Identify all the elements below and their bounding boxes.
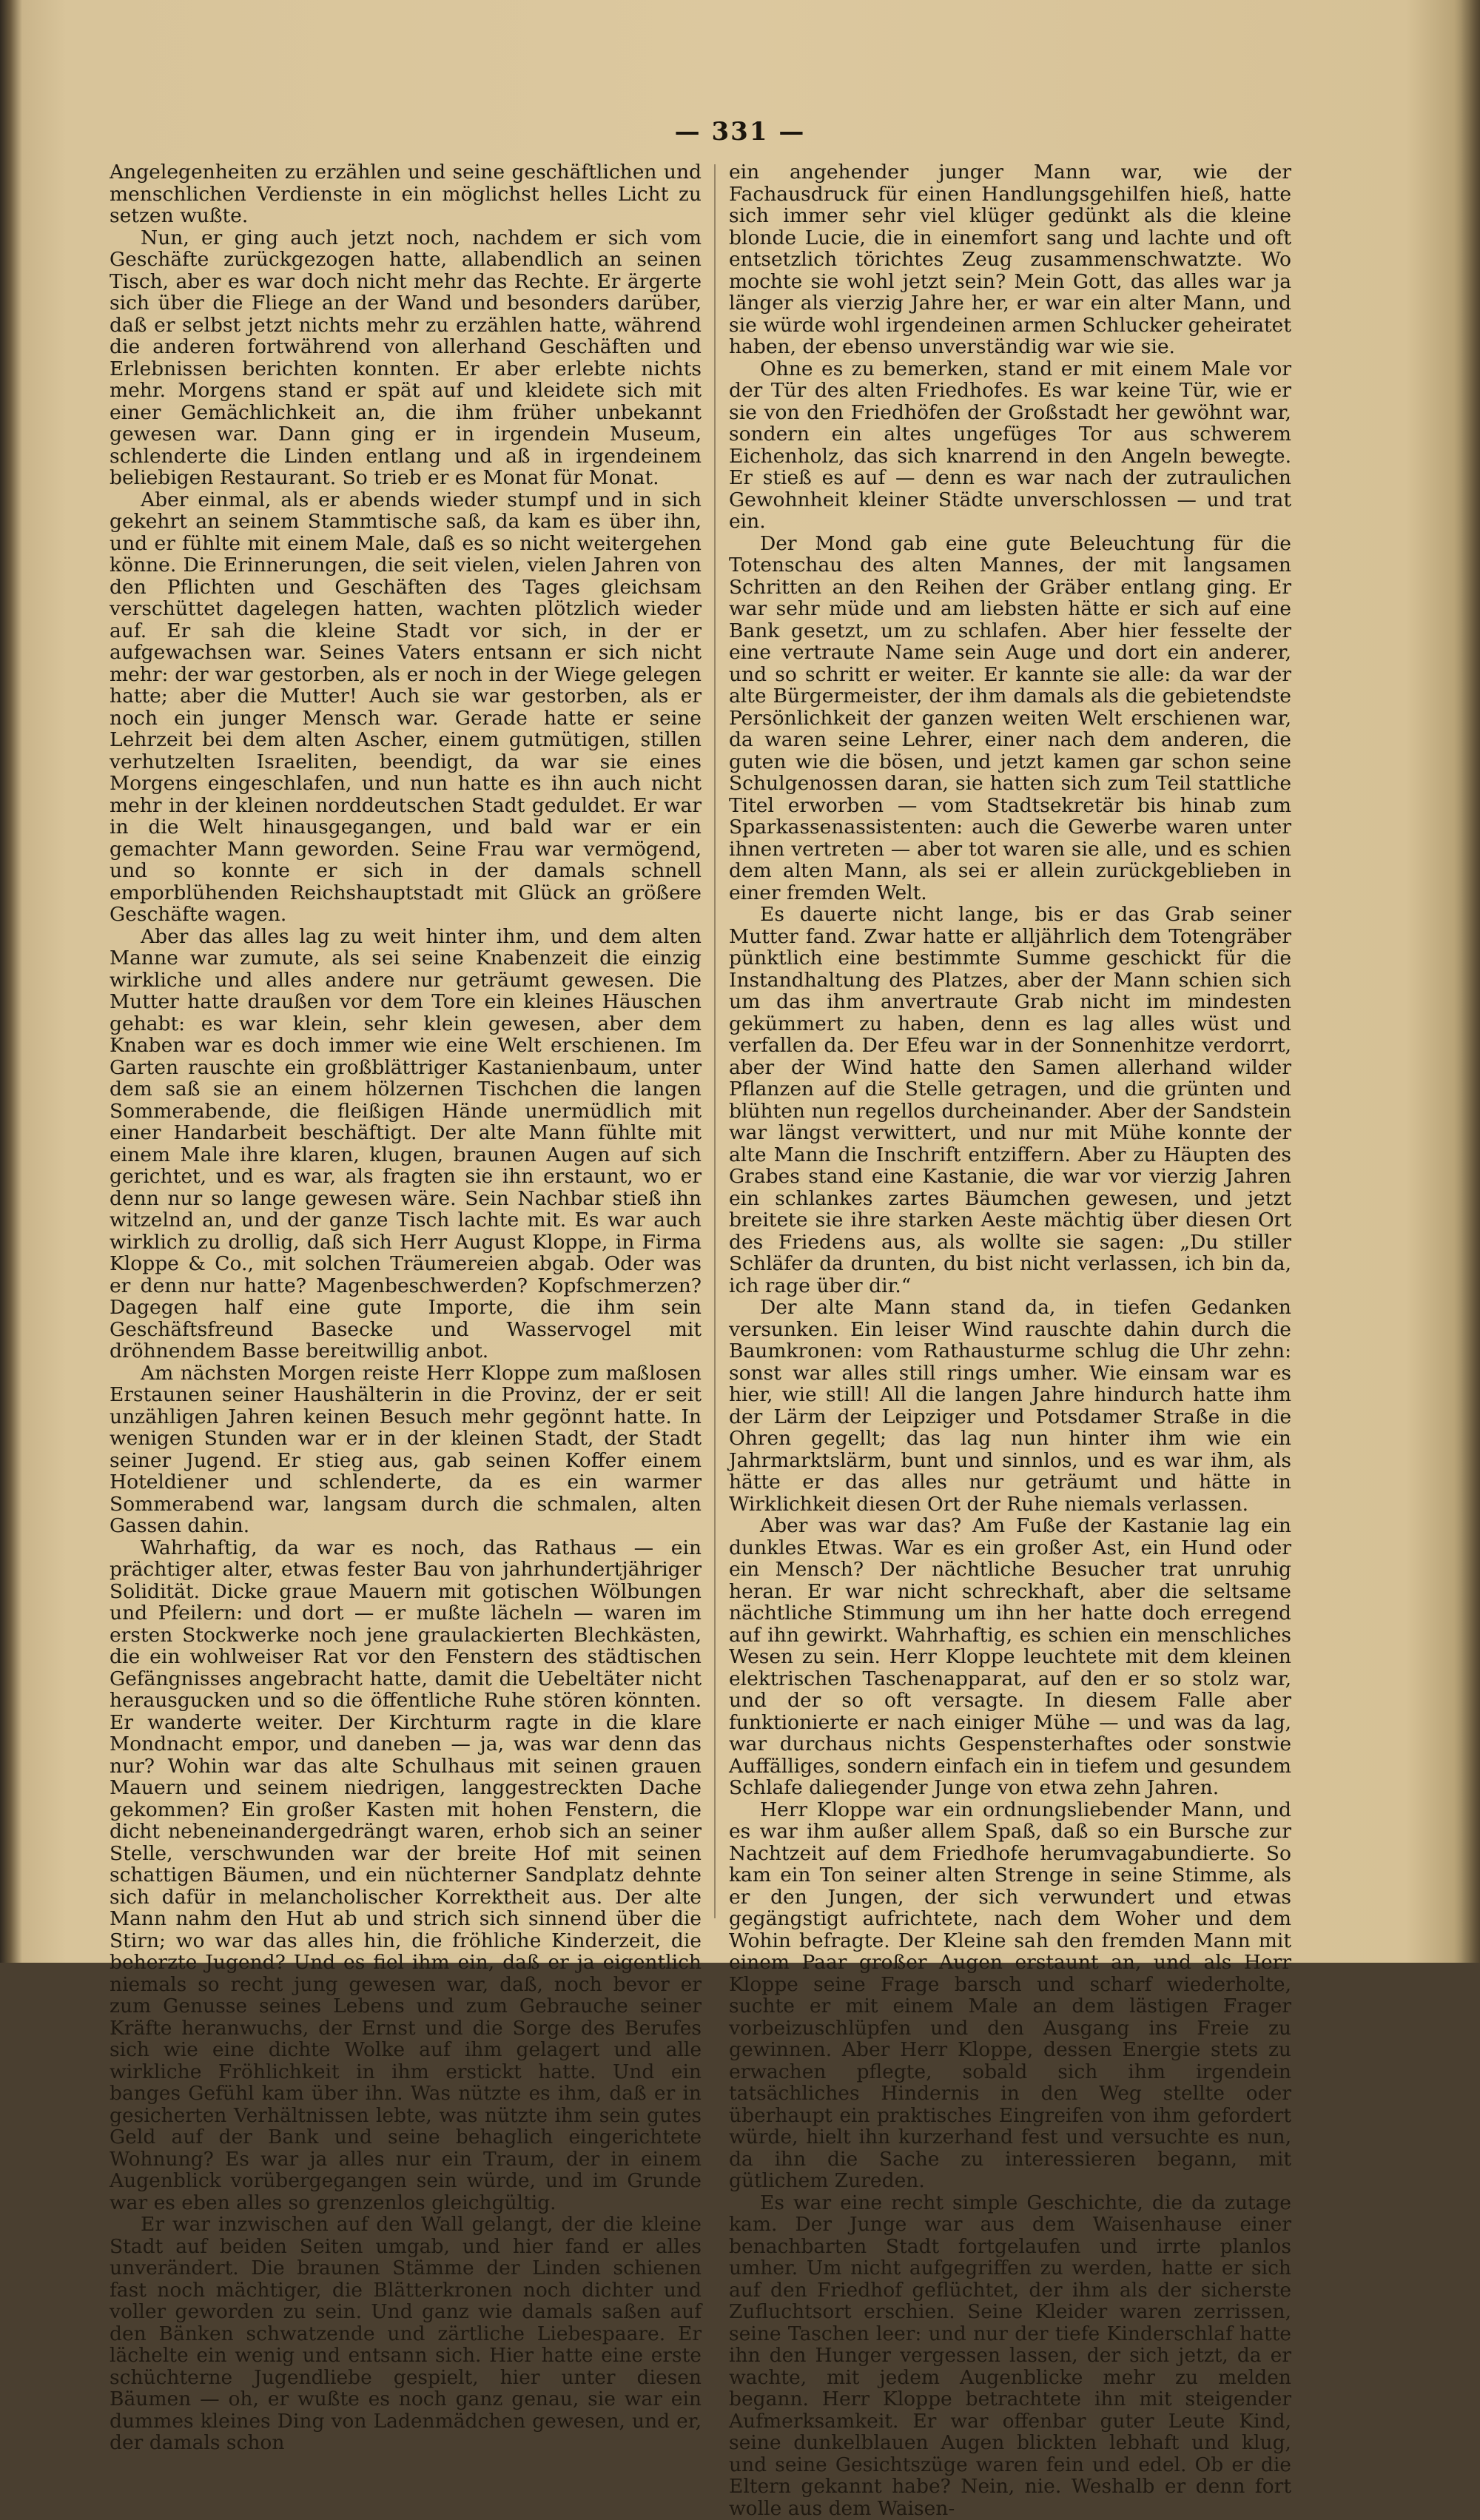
paragraph: Ohne es zu bemerken, stand er mit einem Male vor der Tür des alten Friedhofes. Es war keine Tür, wie er sie von den Friedhöfen der Großstadt her gewöhnt war, sondern ein altes ungefüges Tor aus schwerem Eichenholz, das sich knarrend in den Angeln bewegte. Er stieß es auf — denn es war nach der zutraulichen Gewohnheit kleiner Städte unverschlossen — und trat ein. [729,357,1291,533]
paragraph: Nun, er ging auch jetzt noch, nachdem er sich vom Geschäfte zurückgezogen hatte, allabendlich an seinen Tisch, aber es war doch nicht mehr das Rechte. Er ärgerte sich über die Fliege an der Wand und besonders darüber, daß er selbst jetzt nichts mehr zu erzählen hatte, während die anderen fortwährend von allerhand Geschäften und Erlebnissen berichten konnten. Er aber erlebte nichts mehr. Morgens stand er spät auf und kleidete sich mit einer Gemächlichkeit an, die ihm früher unbekannt gewesen war. Dann ging er in irgendein Museum, schlenderte die Linden entlang und aß in irgendeinem beliebigen Restaurant. So trieb er es Monat für Monat. [110,226,702,489]
paragraph: Wahrhaftig, da war es noch, das Rathaus — ein prächtiger alter, etwas fester Bau von jahrhundertjähriger Solidität. Dicke graue Mauern mit gotischen Wölbungen und Pfeilern: und dort — er mußte lächeln — waren im ersten Stockwerke noch jene graulackierten Blechkästen, die ein wohlweiser Rat vor den Fenstern des städtischen Gefängnisses angebracht hatte, damit die Uebeltäter nicht herausgucken und so die öffentliche Ruhe stören könnten. Er wanderte weiter. Der Kirchturm ragte in die klare Mondnacht empor, und daneben — ja, was war denn das nur? Wohin war das alte Schulhaus mit seinen grauen Mauern und seinem niedrigen, langgestreckten Dache gekommen? Ein großer Kasten mit hohen Fenstern, die dicht nebeneinandergedrängt waren, erhob sich an seiner Stelle, verschwunden war der breite Hof mit seinen schattigen Bäumen, und ein nüchterner Sandplatz dehnte sich dafür in melancholischer Korrektheit aus. Der alte Mann nahm den Hut ab und strich sich sinnend über die Stirn; wo war das alles hin, die fröhliche Kinderzeit, die beherzte Jugend? Und es fiel ihm ein, daß er ja eigentlich niemals so recht jung gewesen war, daß, noch bevor er zum Genusse seines Lebens und zum Gebrauche seiner Kräfte heranwuchs, der Ernst und die Sorge des Berufes sich wie eine dichte Wolke auf ihm gelagert und alle wirkliche Fröhlichkeit in ihm erstickt hatte. Und ein banges Gefühl kam über ihn. Was nützte es ihm, daß er in gesicherten Verhältnissen lebte, was nützte ihm sein gutes Geld auf der Bank und seine behaglich eingerichtete Wohnung? Es war ja alles nur ein Traum, der in einem Augenblick vorübergegangen sein würde, und im Grunde war es eben alles so grenzenlos gleichgültig. [110,1536,702,2214]
paragraph: ein angehender junger Mann war, wie der Fachausdruck für einen Handlungsgehilfen hieß, hatte sich immer sehr viel klüger gedünkt als die kleine blonde Lucie, die in einemfort sang und lachte und oft entsetzlich törichtes Zeug zusammenschwatzte. Wo mochte sie wohl jetzt sein? Mein Gott, das alles war ja länger als vierzig Jahre her, er war ein alter Mann, und sie würde wohl irgendeinen armen Schlucker geheiratet haben, der ebenso unverständig war wie sie. [729,161,1291,358]
paragraph: Der Mond gab eine gute Beleuchtung für die Totenschau des alten Mannes, der mit langsamen Schritten an den Reihen der Gräber entlang ging. Er war sehr müde und am liebsten hätte er sich auf eine Bank gesetzt, um zu schlafen. Aber hier fesselte der eine vertraute Name sein Auge und dort ein anderer, und so schritt er weiter. Er kannte sie alle: da war der alte Bürgermeister, der ihm damals als die gebietendste Persönlichkeit der ganzen weiten Welt erschienen war, da waren seine Lehrer, einer nach dem anderen, die guten wie die bösen, und jetzt kamen gar schon seine Schulgenossen daran, sie hatten sich zum Teil stattliche Titel erworben — vom Stadtsekretär bis hinab zum Sparkassenassistenten: auch die Gewerbe waren unter ihnen vertreten — aber tot waren sie alle, und es schien dem alten Mann, als sei er allein zurückgeblieben in einer fremden Welt. [729,531,1291,904]
paragraph: Er war inzwischen auf den Wall gelangt, der die kleine Stadt auf beiden Seiten umgab, und hier fand er alles unverändert. Die braunen Stämme der Linden schienen fast noch mächtiger, die Blätterkronen noch dichter und voller geworden zu sein. Und ganz wie damals saßen auf den Bänken schwatzende und zärtliche Liebespaare. Er lächelte ein wenig und entsann sich. Hier hatte eine erste schüchterne Jugendliebe gespielt, hier unter diesen Bäumen — oh, er wußte es noch ganz genau, sie war ein dummes kleines Ding von Ladenmädchen gewesen, und er, der damals schon [110,2213,702,2454]
paragraph: Der alte Mann stand da, in tiefen Gedanken versunken. Ein leiser Wind rauschte dahin durch die Baumkronen: vom Rathausturme schlug die Uhr zehn: sonst war alles still rings umher. Wie einsam war es hier, wie still! All die langen Jahre hindurch hatte ihm der Lärm der Leipziger und Potsdamer Straße in die Ohren gegellt; das lag nun hinter ihm wie ein Jahrmarktslärm, bunt und sinnlos, und es war ihm, als hätte er das alles nur geträumt und hätte in Wirklichkeit diesen Ort der Ruhe niemals verlassen. [729,1296,1291,1516]
paragraph: Am nächsten Morgen reiste Herr Kloppe zum maßlosen Erstaunen seiner Haushälterin in die Provinz, der er seit unzähligen Jahren keinen Besuch mehr gegönnt hatte. In wenigen Stunden war er in der kleinen Stadt, der Stadt seiner Jugend. Er stieg aus, gab seinen Koffer einem Hoteldiener und schlenderte, da es ein warmer Sommerabend war, langsam durch die schmalen, alten Gassen dahin. [110,1361,702,1537]
text-column-right [729,161,1291,2520]
paragraph: Es dauerte nicht lange, bis er das Grab seiner Mutter fand. Zwar hatte er alljährlich dem Totengräber pünktlich eine bestimmte Summe geschickt für die Instandhaltung des Platzes, aber der Mann schien sich um das ihm anvertraute Grab nicht im mindesten gekümmert zu haben, denn es lag alles wüst und verfallen da. Der Efeu war in der Sonnenhitze verdorrt, aber der Wind hatte den Samen allerhand wilder Pflanzen auf die Stelle getragen, und die grünten und blühten nun regellos durcheinander. Aber der Sandstein war längst verwittert, und nur mit Mühe konnte der alte Mann die Inschrift entziffern. Aber zu Häupten des Grabes stand eine Kastanie, die war vor vierzig Jahren ein schlankes zartes Bäumchen gewesen, und jetzt breitete sie ihre starken Aeste mächtig über diesen Ort des Friedens aus, als wollte sie sagen: „Du stiller Schläfer da drunten, du bist nicht verlassen, ich bin da, ich rage über dir.“ [729,903,1291,1297]
page-number: — 331 — [674,117,806,147]
paragraph: Aber was war das? Am Fuße der Kastanie lag ein dunkles Etwas. War es ein großer Ast, ein Hund oder ein Mensch? Der nächtliche Besucher trat unruhig heran. Er war nicht schreckhaft, aber die seltsame nächtliche Stimmung um ihn her hatte doch erregend auf ihn gewirkt. Wahrhaftig, es schien ein menschliches Wesen zu sein. Herr Kloppe leuchtete mit dem kleinen elektrischen Taschenapparat, auf den er so stolz war, und der so oft versagte. In diesem Falle aber funktionierte er nach einiger Mühe — und was da lag, war durchaus nichts Gespensterhaftes oder sonstwie Auffälliges, sondern einfach ein in tiefem und gesundem Schlafe daliegender Junge von etwa zehn Jahren. [729,1514,1291,1799]
paragraph: Es war eine recht simple Geschichte, die da zutage kam. Der Junge war aus dem Waisenhause einer benachbarten Stadt fortgelaufen und irrte planlos umher. Um nicht aufgegriffen zu werden, hatte er sich auf den Friedhof geflüchtet, der ihm als der sicherste Zufluchtsort erschien. Seine Kleider waren zerrissen, seine Taschen leer: und nur der tiefe Kinderschlaf hatte ihn den Hunger vergessen lassen, der sich jetzt, da er wachte, mit jedem Augenblicke mehr zu melden begann. Herr Kloppe betrachtete ihn mit steigender Aufmerksamkeit. Er war offenbar guter Leute Kind, seine dunkelblauen Augen blickten lebhaft und klug, und seine Gesichtszüge waren fein und edel. Ob er die Eltern gekannt habe? Nein, nie. Weshalb er denn fort wolle aus dem Waisen- [729,2191,1291,2520]
paragraph: Herr Kloppe war ein ordnungsliebender Mann, und es war ihm außer allem Spaß, daß so ein Bursche zur Nachtzeit auf dem Friedhofe herumvagabundierte. So kam ein Ton seiner alten Strenge in seine Stimme, als er den Jungen, der sich verwundert und etwas gegängstigt aufrichtete, nach dem Woher und dem Wohin befragte. Der Kleine sah den fremden Mann mit einem Paar großer Augen erstaunt an, und als Herr Kloppe seine Frage barsch und scharf wiederholte, suchte er mit einem Male an dem lästigen Frager vorbeizuschlüpfen und den Ausgang ins Freie zu gewinnen. Aber Herr Kloppe, dessen Energie stets zu erwachen pflegte, sobald sich ihm irgendein tatsächliches Hindernis in den Weg stellte oder überhaupt ein praktisches Eingreifen von ihm gefordert würde, hielt ihn kurzerhand fest und versuchte es nun, da ihn die Sache zu interessieren begann, mit gütlichem Zureden. [729,1798,1291,2192]
page-edge-shadow [1461,0,1480,1963]
paragraph: Angelegenheiten zu erzählen und seine geschäftlichen und menschlichen Verdienste in ein möglichst helles Licht zu setzen wußte. [110,161,702,227]
text-column-left [110,161,702,2454]
paragraph: Aber das alles lag zu weit hinter ihm, und dem alten Manne war zumute, als sei seine Knabenzeit die einzig wirkliche und alles andere nur geträumt gewesen. Die Mutter hatte draußen vor dem Tore ein kleines Häuschen gehabt: es war klein, sehr klein gewesen, aber dem Knaben war es doch immer wie eine Welt erschienen. Im Garten rauschte ein großblättriger Kastanienbaum, unter dem saß sie an einem hölzernen Tischchen die langen Sommerabende, die fleißigen Hände unermüdlich mit einer Handarbeit beschäftigt. Der alte Mann fühlte mit einem Male ihre klaren, klugen, braunen Augen auf sich gerichtet, und es war, als fragten sie ihn erstaunt, wo er denn nur so lange gewesen wäre. Sein Nachbar stieß ihn witzelnd an, und der ganze Tisch lachte mit. Es war auch wirklich zu drollig, daß sich Herr August Kloppe, in Firma Kloppe & Co., mit solchen Träumereien abgab. Oder was er denn nur hatte? Magenbeschwerden? Kopfschmerzen? Dagegen half eine gute Importe, die ihm sein Geschäftsfreund Basecke und Wasservogel mit dröhnendem Basse bereitwillig anbot. [110,924,702,1363]
column-divider [714,164,716,1918]
paragraph: Aber einmal, als er abends wieder stumpf und in sich gekehrt an seinem Stammtische saß, da kam es über ihn, und er fühlte mit einem Male, daß es so nicht weitergehen könne. Die Erinnerungen, die seit vielen, vielen Jahren von den Pflichten und Geschäften des Tages gleichsam verschüttet dagelegen hatten, wachten plötzlich wieder auf. Er sah die kleine Stadt vor sich, in der er aufgewachsen war. Seines Vaters entsann er sich nicht mehr: der war gestorben, als er noch in der Wiege gelegen hatte; aber die Mutter! Auch sie war gestorben, als er noch ein junger Mensch war. Gerade hatte er seine Lehrzeit bei dem alten Ascher, einem gutmütigen, stillen verhutzelten Israeliten, beendigt, da war sie eines Morgens eingeschlafen, und nun hatte es ihn auch nicht mehr in der kleinen norddeutschen Stadt geduldet. Er war in die Welt hinausgegangen, und bald war er ein gemachter Mann geworden. Seine Frau war vermögend, und so konnte er sich in der damals schnell emporblühenden Reichshauptstadt mit Glück an größere Geschäfte wagen. [110,488,702,926]
